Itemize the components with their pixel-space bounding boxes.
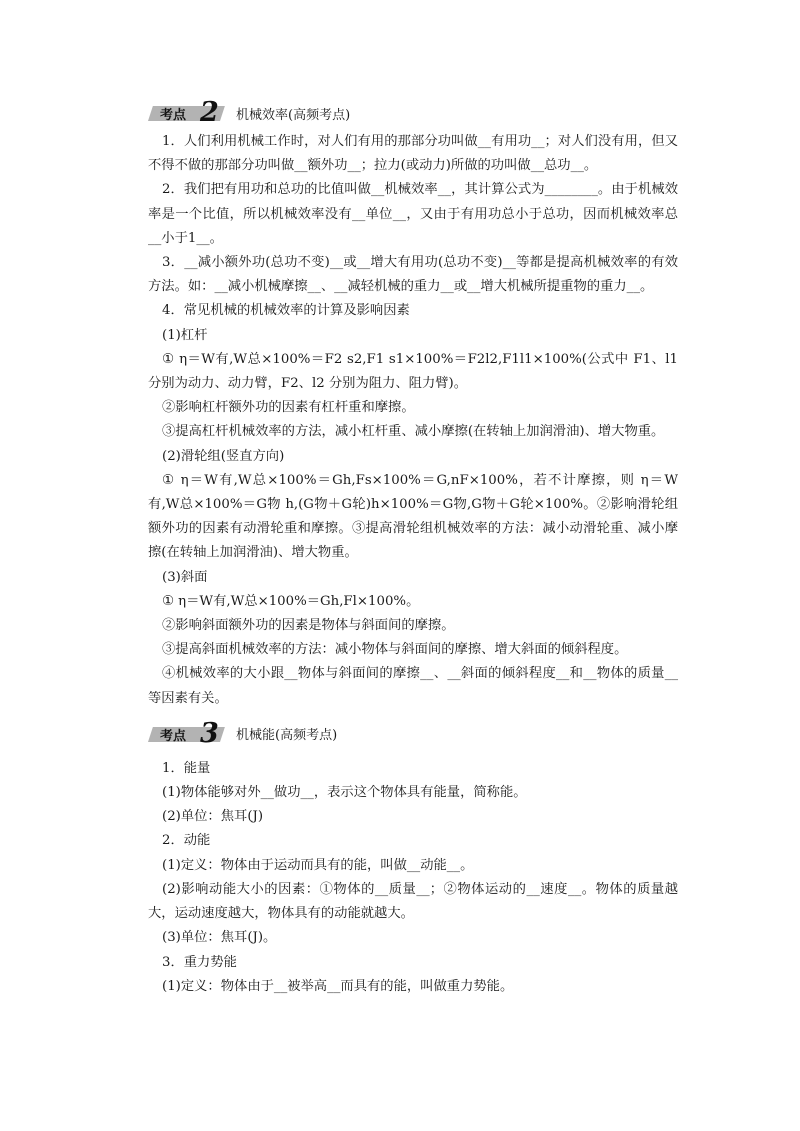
lever-formula: ① η＝W有,W总×100%＝F2 s2,F1 s1×100%＝F2l2,F1l1×100%(公式中 F1、l1 分别为动力、动力臂，F2、l2 分别为阻力、阻力臂)。 <box>148 351 678 392</box>
kaodian-badge <box>148 97 230 128</box>
paragraph-3: 3．__减小额外功(总功不变)__或__增大有用功(总功不变)__等都是提高机械效率的有效方法。如：__减小机械摩擦__、__减轻机械的重力__或__增大机械所提重物的重力__。 <box>148 255 679 295</box>
paragraph-1: 1．人们利用机械工作时，对人们有用的那部分功叫做__有用功__；对人们没有用，但又不得不做的那部分功叫做__额外功__；拉力(或动力)所做的功叫做__总功__。 <box>148 134 679 174</box>
incline-formula: ① η＝W有,W总×100%＝Gh,Fl×100%。 <box>162 593 420 609</box>
section-heading-2 <box>148 98 678 128</box>
incline-summary: ④机械效率的大小跟__物体与斜面间的摩擦__、__斜面的倾斜程度__和__物体的质量__等因素有关。 <box>148 666 679 706</box>
lever-factor: ②影响杠杆额外功的因素有杠杆重和摩擦。 <box>162 400 415 416</box>
badge-label: 考点 <box>160 108 187 123</box>
document-page <box>148 96 678 999</box>
badge-number: 2 <box>200 97 219 128</box>
section-title: 机械效率(高频考点) <box>236 107 351 123</box>
section-heading-3 <box>148 719 678 749</box>
badge-number: 3 <box>200 717 219 749</box>
lever-improve: ③提高杠杆机械效率的方法，减小杠杆重、减小摩擦(在转轴上加润滑油)、增大物重。 <box>162 424 665 440</box>
incline-factor: ②影响斜面额外功的因素是物体与斜面间的摩擦。 <box>162 618 455 634</box>
kinetic-heading: 2．动能 <box>162 833 211 849</box>
kinetic-factors: (2)影响动能大小的因素：①物体的__质量__；②物体运动的__速度__。物体的质量越大，运动速度越大，物体具有的动能就越大。 <box>148 881 679 922</box>
pulley-formula: ① η＝W有,W总×100%＝Gh,Fs×100%＝G,nF×100%，若不计摩擦，则 η＝W有,W总×100%＝G物 h,(G物＋G轮)h×100%＝G物,G物＋G轮×100%。②影响滑轮组额外功的因素有动滑轮重和摩擦。③提高滑轮组机械效率的方法：减小动滑轮重、减小摩擦(在转轴上加润滑油)、增大物重。 <box>148 472 678 561</box>
incline-heading: (3)斜面 <box>162 569 208 585</box>
kaodian-badge <box>148 717 230 749</box>
lever-heading: (1)杠杆 <box>162 327 208 343</box>
kinetic-unit: (3)单位：焦耳(J)。 <box>162 930 277 946</box>
pulley-heading: (2)滑轮组(竖直方向) <box>162 448 285 464</box>
kinetic-def: (1)定义：物体由于运动而具有的能，叫做__动能__。 <box>162 857 474 873</box>
incline-improve: ③提高斜面机械效率的方法：减小物体与斜面间的摩擦、增大斜面的倾斜程度。 <box>162 642 628 658</box>
energy-def: (1)物体能够对外__做功__，表示这个物体具有能量，简称能。 <box>162 785 527 801</box>
paragraph-4: 4．常见机械的机械效率的计算及影响因素 <box>162 303 410 319</box>
energy-unit: (2)单位：焦耳(J) <box>162 809 264 825</box>
badge-label: 考点 <box>160 728 187 744</box>
paragraph-2: 2．我们把有用功和总功的比值叫做__机械效率__，其计算公式为________。由于机械效率是一个比值，所以机械效率没有__单位__，又由于有用功总小于总功，因而机械效率总__小于1__。 <box>148 182 679 246</box>
energy-heading: 1．能量 <box>162 760 211 776</box>
potential-def: (1)定义：物体由于__被举高__而具有的能，叫做重力势能。 <box>162 978 514 994</box>
section-title: 机械能(高频考点) <box>236 728 338 744</box>
potential-heading: 3．重力势能 <box>162 954 237 970</box>
